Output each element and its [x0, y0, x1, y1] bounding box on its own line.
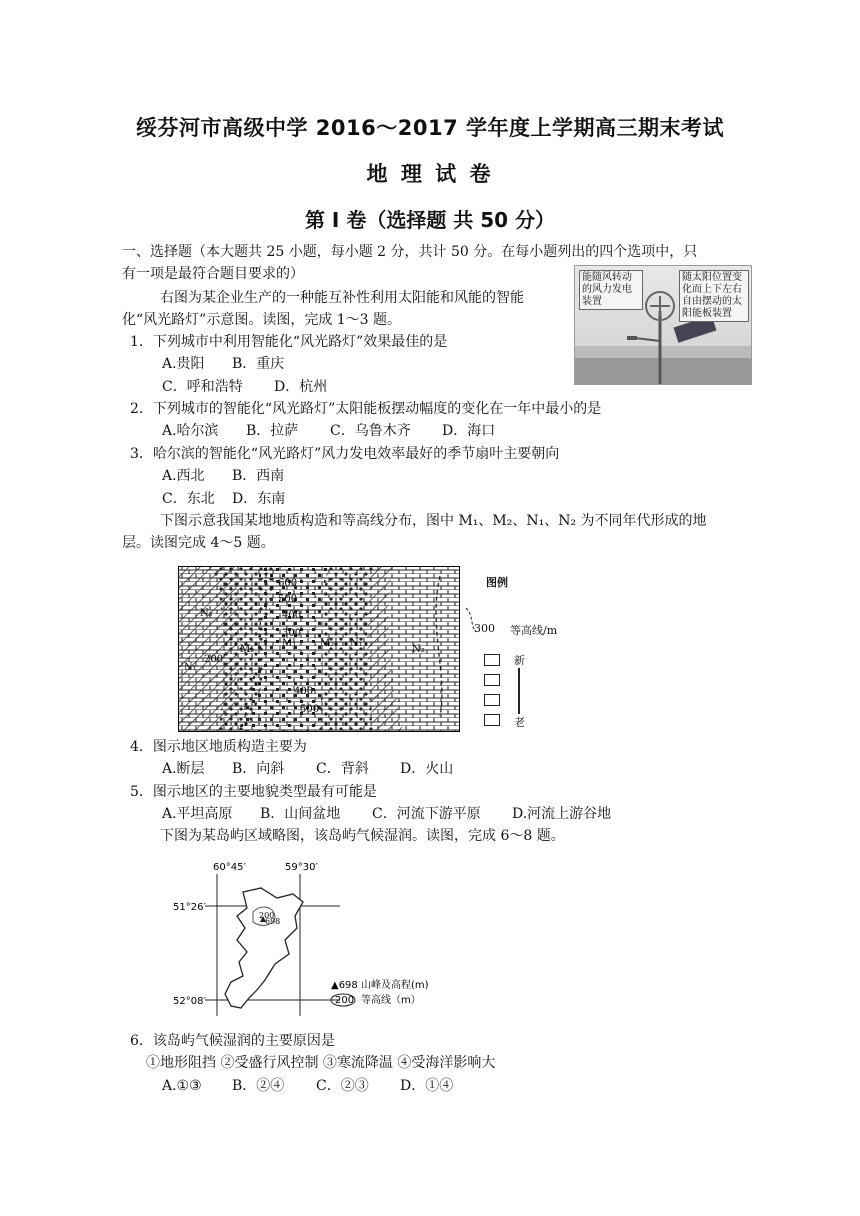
legend-swatch-3 [484, 694, 500, 706]
intro-line-1: 一、选择题（本大题共 25 小题，每小题 2 分，共计 50 分。在每小题列出的四个选项中，只 [122, 244, 698, 260]
question-4: 4．图示地区地质构造主要为 [130, 739, 307, 755]
legend-swatch-1 [484, 654, 500, 666]
lat-52-08: 52°08′ [173, 996, 206, 1007]
q1-option-d[interactable]: D．杭州 [274, 379, 328, 395]
geology-legend [462, 566, 572, 732]
label-n2-right: N₂ [412, 644, 425, 655]
label-m2-right: M₂ [320, 638, 335, 649]
legend-old: 老 [514, 716, 525, 729]
q3-options-row1 [162, 465, 284, 487]
q1-options-row2 [162, 376, 327, 398]
geology-contour-map [178, 566, 460, 732]
island-peak-value: 698 [265, 917, 281, 926]
legend-swatch-4 [484, 714, 500, 726]
q1-option-a[interactable]: A.贵阳 [162, 356, 205, 372]
legend-peak: ▲698 山峰及高程(m) [331, 980, 429, 991]
q2-option-b[interactable]: B．拉萨 [246, 423, 299, 439]
question-3: 3．哈尔滨的智能化“风光路灯”风力发电效率最好的季节扇叶主要朝向 [130, 446, 560, 462]
q3-option-a[interactable]: A.西北 [162, 468, 205, 484]
contour-400-top: 400 [282, 610, 302, 621]
q4-options [162, 758, 453, 780]
contour-600: 600 [278, 578, 298, 589]
island-map [165, 858, 485, 1018]
question-6: 6．该岛屿气候湿润的主要原因是 [130, 1033, 335, 1049]
q2-option-c[interactable]: C．乌鲁木齐 [330, 423, 411, 439]
q2-options [162, 420, 495, 442]
legend-swatch-2 [484, 674, 500, 686]
legend-contour-text: 等高线/m [510, 624, 558, 637]
group1-stem-1: 右图为某企业生产的一种能互补性利用太阳能和风能的智能 [160, 290, 524, 306]
q3-option-d[interactable]: D．东南 [232, 491, 286, 507]
section-title: 第 I 卷（选择题 共 50 分） [304, 208, 556, 232]
legend-title: 图例 [486, 576, 508, 589]
legend-new: 新 [514, 654, 525, 667]
group1-stem-2: 化“风光路灯”示意图。读图，完成 1～3 题。 [122, 312, 402, 328]
lon-59-30: 59°30′ [285, 862, 318, 873]
contour-300: 300 [282, 628, 302, 639]
contour-500-bottom: 500 [300, 704, 320, 715]
label-m2-left: M₂ [240, 644, 255, 655]
q5-options [162, 803, 611, 825]
legend-contour-value: 300 [474, 622, 495, 635]
q3-options-row2 [162, 488, 285, 510]
contour-500-top: 500 [278, 594, 298, 605]
wind-solar-streetlight-photo [574, 265, 752, 385]
question-2: 2．下列城市的智能化“风光路灯”太阳能板摆动幅度的变化在一年中最小的是 [130, 401, 602, 417]
label-n2-left: N₂ [200, 608, 213, 619]
label-m1: M₁ [282, 638, 297, 649]
group2-stem-2: 层。读图完成 4～5 题。 [122, 535, 275, 551]
lon-60-45: 60°45′ [213, 862, 246, 873]
q4-option-d[interactable]: D．火山 [400, 761, 454, 777]
label-n1-right: N₁ [350, 638, 363, 649]
intro-line-2: 有一项是最符合题目要求的） [122, 266, 304, 282]
subject-title: 地 理 试 卷 [366, 162, 494, 186]
q4-option-b[interactable]: B．向斜 [232, 761, 285, 777]
group3-stem: 下图为某岛屿区域略图，该岛屿气候湿润。读图，完成 6～8 题。 [160, 828, 565, 844]
q5-option-a[interactable]: A.平坦高原 [162, 806, 233, 822]
q4-option-a[interactable]: A.断层 [162, 761, 205, 777]
question-5: 5．图示地区的主要地貌类型最有可能是 [130, 784, 377, 800]
q1-option-c[interactable]: C．呼和浩特 [162, 379, 243, 395]
contour-400-bottom: 400 [294, 686, 314, 697]
question-1: 1．下列城市中利用智能化“风光路灯”效果最佳的是 [130, 334, 448, 350]
q6-reasons: ①地形阻挡 ②受盛行风控制 ③寒流降温 ④受海洋影响大 [146, 1055, 496, 1071]
q5-option-c[interactable]: C．河流下游平原 [372, 806, 481, 822]
q4-option-c[interactable]: C．背斜 [316, 761, 369, 777]
photo-label-solar: 随太阳位置变化而上下左右自由摆动的太阳能板装置 [679, 270, 749, 322]
legend-contour-label: 等高线（m） [361, 995, 421, 1006]
label-n1-left: N₁ [184, 662, 197, 673]
exam-title: 绥芬河市高级中学 2016～2017 学年度上学期高三期末考试 [135, 116, 724, 140]
q3-option-c[interactable]: C．东北 [162, 491, 215, 507]
q3-option-b[interactable]: B．西南 [232, 468, 285, 484]
q6-option-d[interactable]: D．①④ [400, 1078, 454, 1094]
group2-stem-1: 下图示意我国某地地质构造和等高线分布，图中 M₁、M₂、N₁、N₂ 为不同年代形成的地 [160, 513, 707, 529]
legend-arrow [518, 668, 520, 714]
photo-label-wind: 能随风转动的风力发电装置 [579, 270, 643, 310]
island-contour-value: 200 [259, 911, 275, 920]
q5-option-b[interactable]: B．山间盆地 [260, 806, 341, 822]
q1-option-b[interactable]: B．重庆 [232, 356, 285, 372]
q1-options-row1 [162, 353, 284, 375]
q5-option-d[interactable]: D.河流上游谷地 [512, 806, 612, 822]
q6-option-a[interactable]: A.①③ [162, 1078, 202, 1094]
q6-option-c[interactable]: C．②③ [316, 1078, 369, 1094]
q2-option-d[interactable]: D．海口 [442, 423, 496, 439]
lat-51-26: 51°26′ [173, 902, 206, 913]
q2-option-a[interactable]: A.哈尔滨 [162, 423, 219, 439]
legend-contour-sample: 200 [335, 995, 355, 1006]
contour-200: 200 [204, 654, 224, 665]
q6-options [162, 1075, 453, 1097]
q6-option-b[interactable]: B．②④ [232, 1078, 285, 1094]
